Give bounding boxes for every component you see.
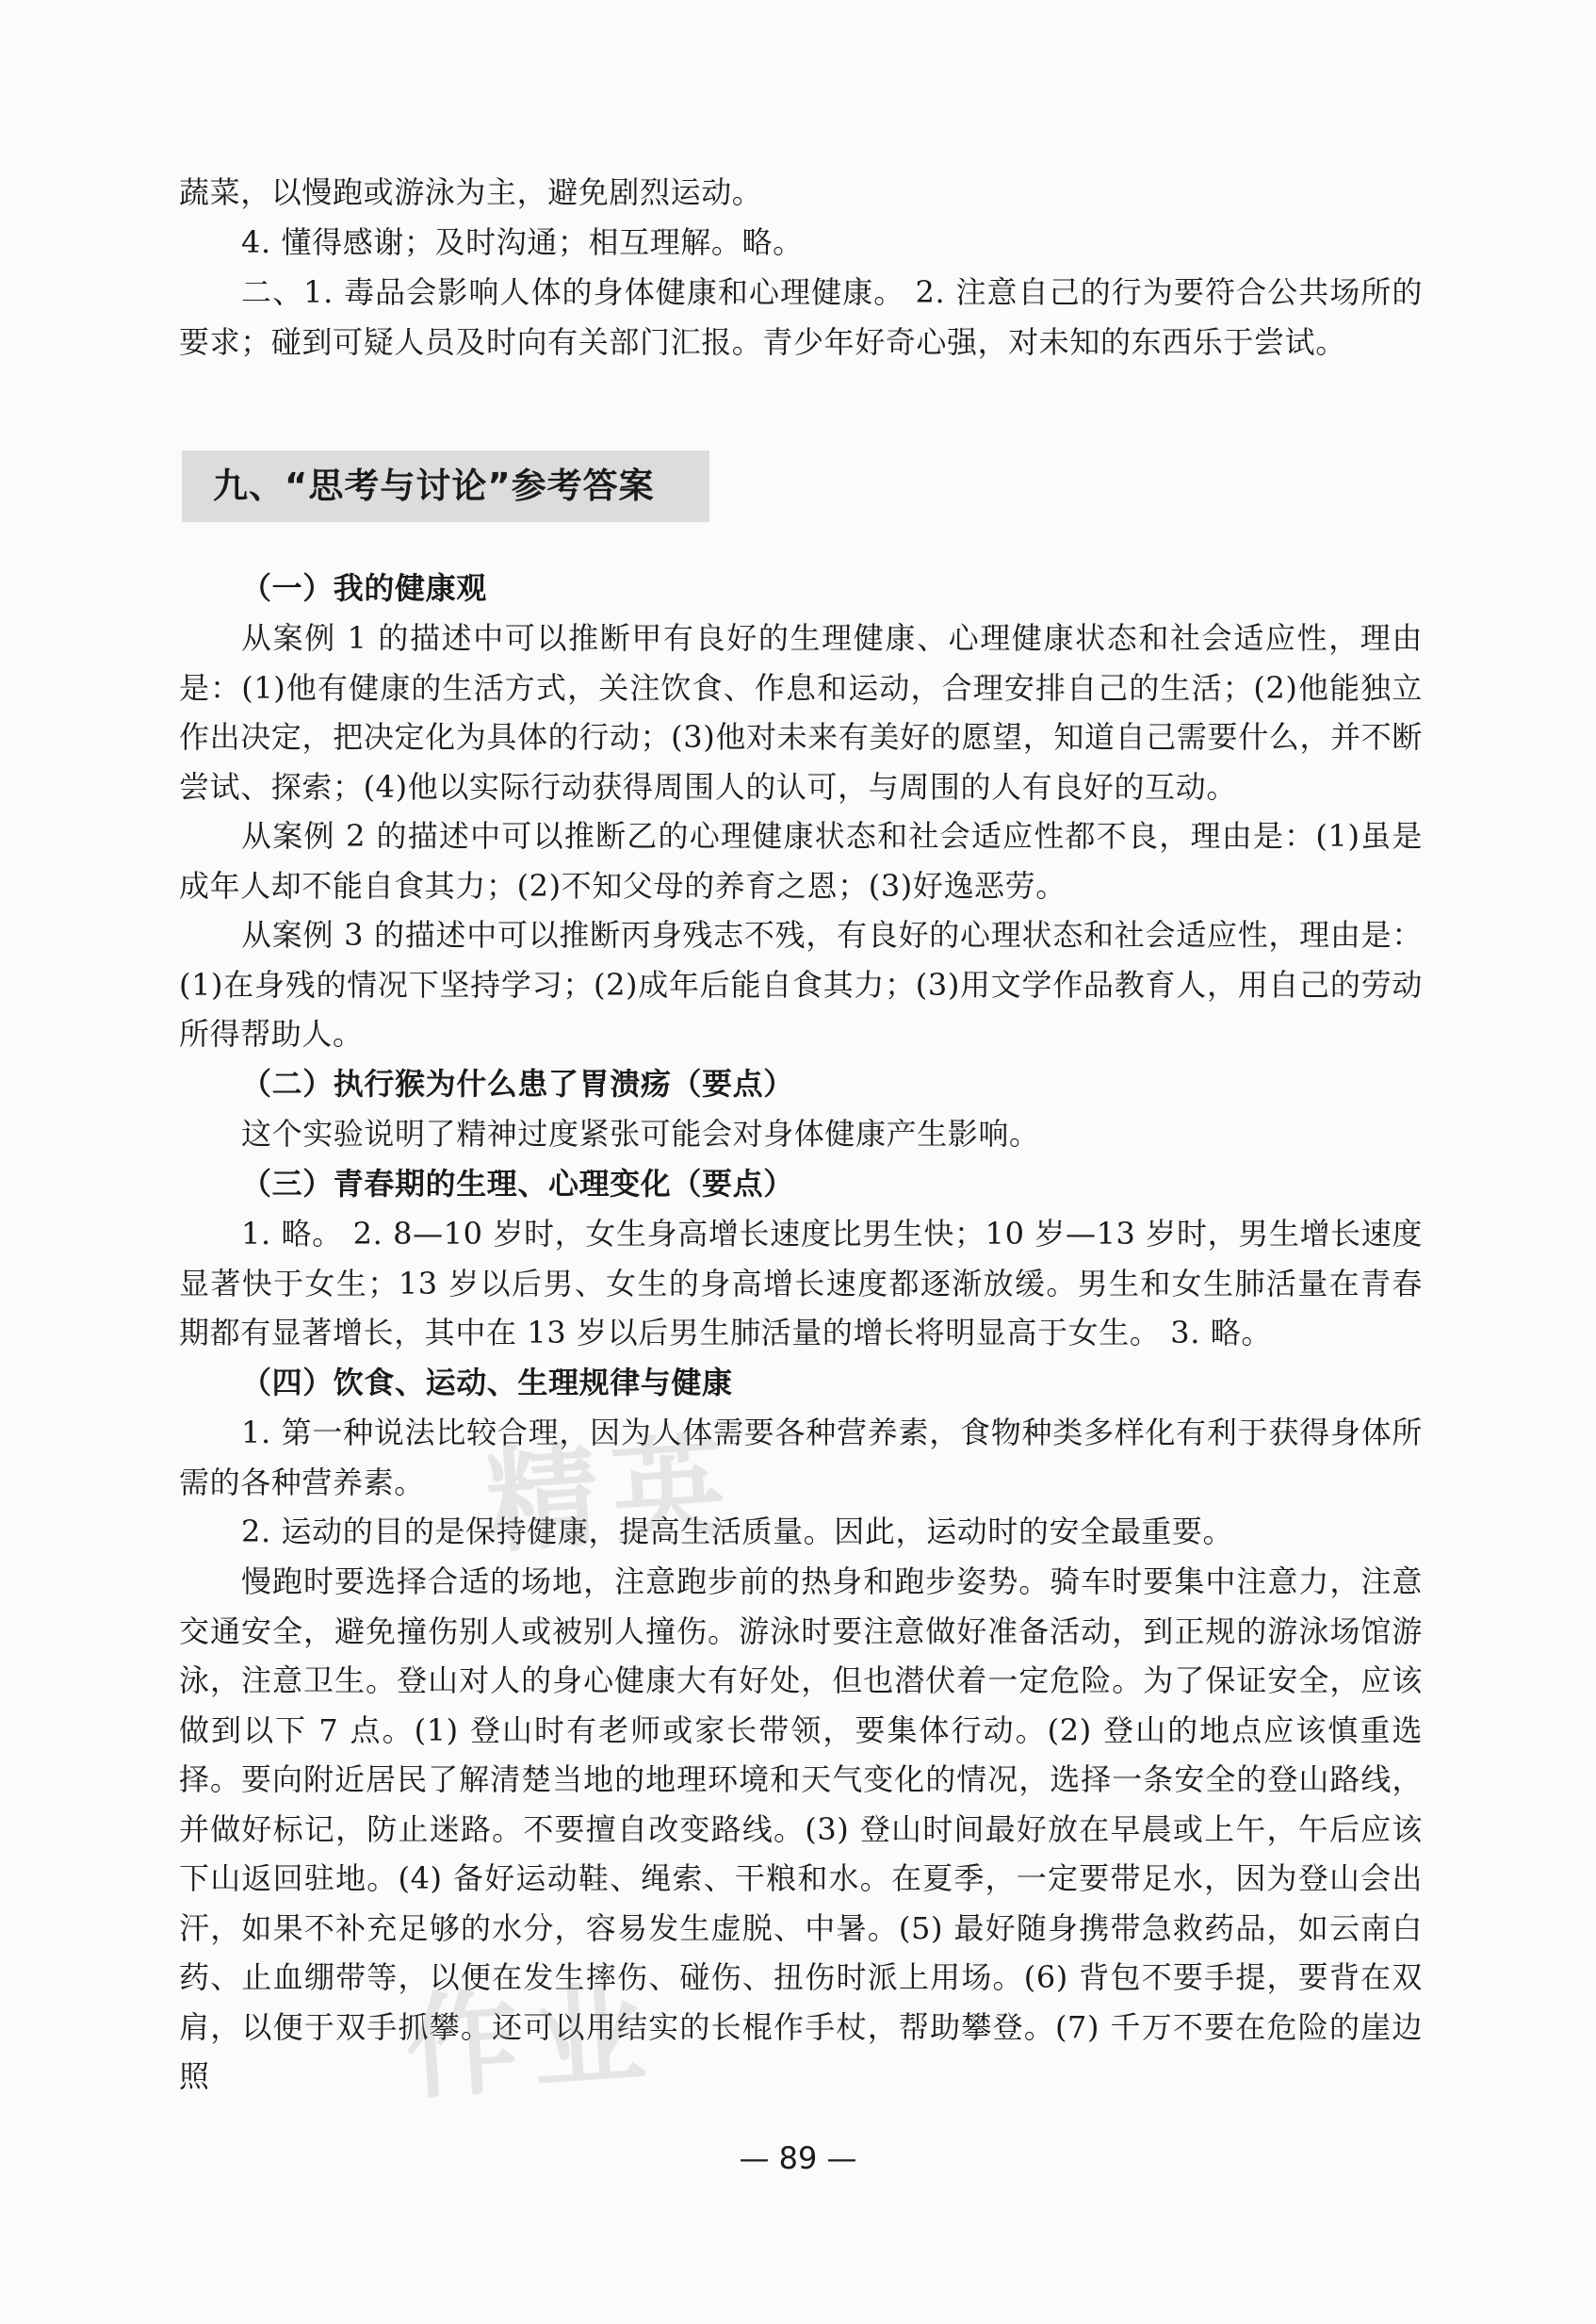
page-number: — 89 — (739, 2140, 857, 2176)
paragraph-experiment: 这个实验说明了精神过度紧张可能会对身体健康产生影响。 (241, 1116, 1040, 1152)
subheading-diet-exercise: （四）饮食、运动、生理规律与健康 (241, 1365, 733, 1400)
paragraph-puberty: 1. 略。 2. 8—10 岁时，女生身高增长速度比男生快；10 岁—13 岁时，男生增长速度显著快于女生；13 岁以后男、女生的身高增长速度都逐渐放缓。男生和女生肺活量在青春期都有显著增长，其中在 13 岁以后男生肺活量的增长将明显高于女生。 3. 略。 (179, 1216, 1423, 1350)
paragraph-case-3: 从案例 3 的描述中可以推断丙身残志不残，有良好的心理状态和社会适应性，理由是：(1)在身残的情况下坚持学习；(2)成年后能自食其力；(3)用文学作品教育人，用自己的劳动所得帮助人。 (179, 917, 1423, 1052)
paragraph-case-1: 从案例 1 的描述中可以推断甲有良好的生理健康、心理健康状态和社会适应性，理由是：(1)他有健康的生活方式，关注饮食、作息和运动，合理安排自己的生活；(2)他能独立作出决定，把决定化为具体的行动；(3)他对未来有美好的愿望，知道自己需要什么，并不断尝试、探索；(4)他以实际行动获得周围人的认可，与周围的人有良好的互动。 (179, 620, 1423, 805)
watermark-bottom: 作业 (401, 1967, 663, 2117)
paragraph-diet: 1. 第一种说法比较合理，因为人体需要各种营养素，食物种类多样化有利于获得身体所需的各种营养素。 (179, 1415, 1423, 1500)
subheading-puberty: （三）青春期的生理、心理变化（要点） (241, 1166, 794, 1202)
subheading-monkey-ulcer: （二）执行猴为什么患了胃溃疡（要点） (241, 1066, 794, 1102)
paragraph-continued: 蔬菜，以慢跑或游泳为主，避免剧烈运动。 (179, 174, 763, 210)
paragraph-exercise-safety: 慢跑时要选择合适的场地，注意跑步前的热身和跑步姿势。骑车时要集中注意力，注意交通安全，避免撞伤别人或被别人撞伤。游泳时要注意做好准备活动，到正规的游泳场馆游泳，注意卫生。登山对人的身心健康大有好处，但也潜伏着一定危险。为了保证安全，应该做到以下 7 点。(1) 登山时有老师或家长带领，要集体行动。(2) 登山的地点应该慎重选择。要向附近居民了解清楚当地的地理环境和天气变化的情况，选择一条安全的登山路线，并做好标记，防止迷路。不要擅自改变路线。(3) 登山时间最好放在早晨或上午，午后应该下山返回驻地。(4) 备好运动鞋、绳索、干粮和水。在夏季，一定要带足水，因为登山会出汗，如果不补充足够的水分，容易发生虚脱、中暑。(5) 最好随身携带急救药品，如云南白药、止血绷带等，以便在发生摔伤、碰伤、扭伤时派上用场。(6) 背包不要手提，要背在双肩，以便于双手抓攀。还可以用结实的长棍作手杖，帮助攀登。(7) 千万不要在危险的崖边照 (179, 1563, 1423, 2094)
subheading-health-view: （一）我的健康观 (241, 570, 487, 606)
paragraph-section-two: 二、1. 毒品会影响人体的身体健康和心理健康。 2. 注意自己的行为要符合公共场所的要求；碰到可疑人员及时向有关部门汇报。青少年好奇心强，对未知的东西乐于尝试。 (179, 274, 1423, 360)
section-heading: 九、“思考与讨论”参考答案 (213, 466, 655, 506)
paragraph-case-2: 从案例 2 的描述中可以推断乙的心理健康状态和社会适应性都不良，理由是：(1)虽是成年人却不能自食其力；(2)不知父母的养育之恩；(3)好逸恶劳。 (179, 818, 1423, 904)
paragraph-item-4: 4. 懂得感谢；及时沟通；相互理解。略。 (241, 224, 804, 260)
paragraph-exercise-purpose: 2. 运动的目的是保持健康，提高生活质量。因此，运动时的安全最重要。 (241, 1514, 1234, 1549)
watermark-top: 精英 (481, 1420, 743, 1570)
